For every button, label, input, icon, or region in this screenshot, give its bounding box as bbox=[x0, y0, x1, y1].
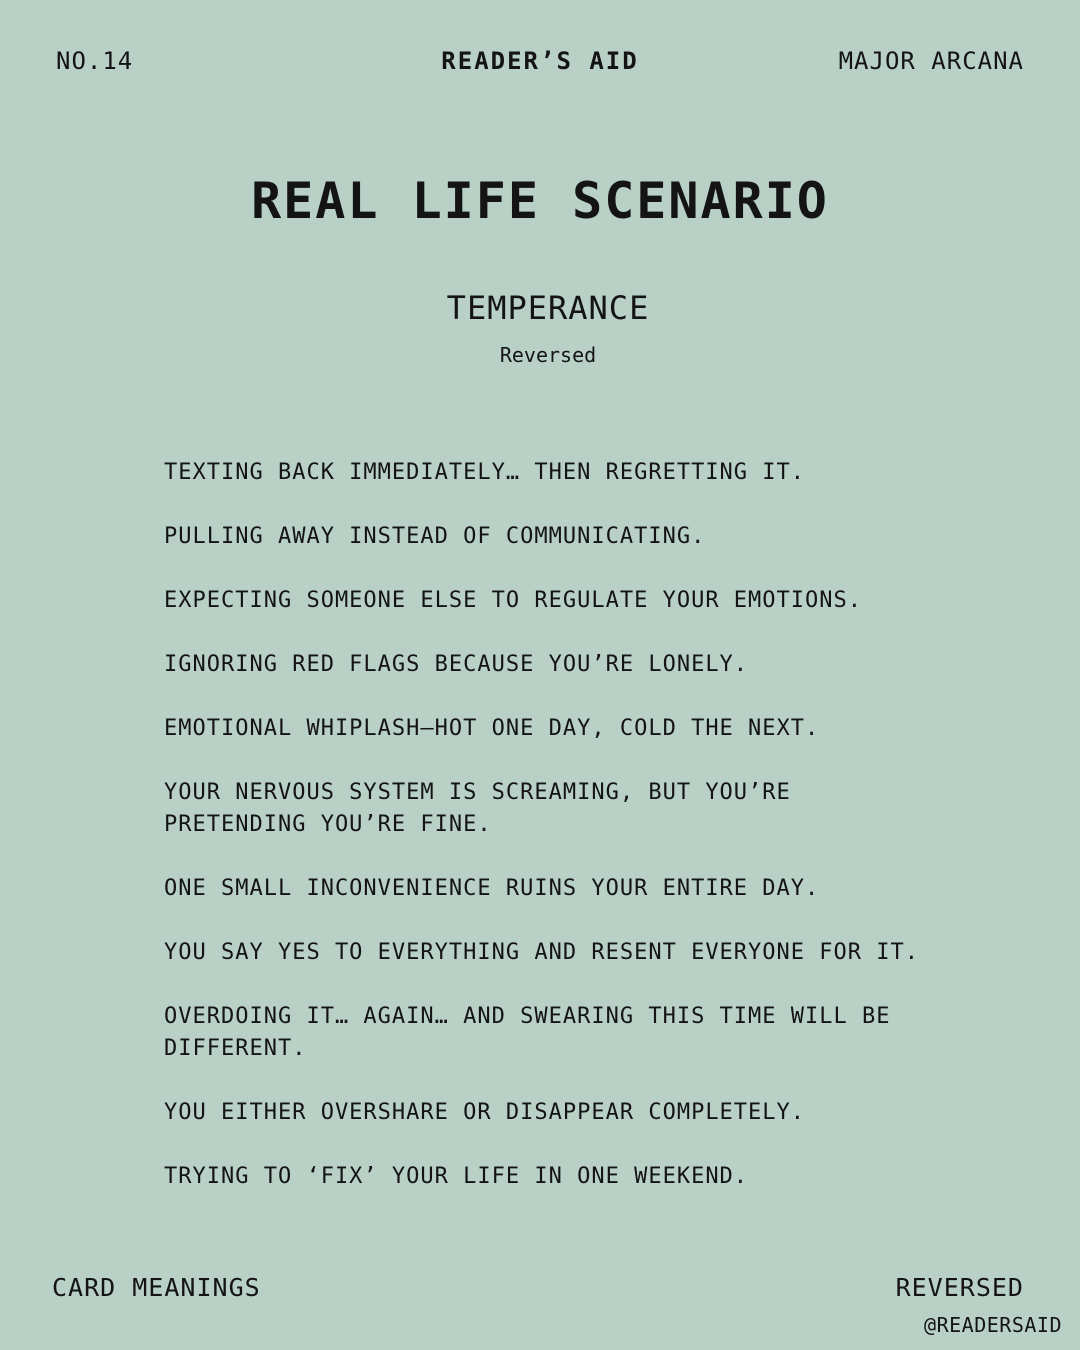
scenario-item: TEXTING BACK IMMEDIATELY… THEN REGRETTING IT. bbox=[164, 460, 806, 485]
scenario-item: IGNORING RED FLAGS BECAUSE YOU’RE LONELY. bbox=[164, 652, 749, 677]
scenario-item: EMOTIONAL WHIPLASH—HOT ONE DAY, COLD THE NEXT. bbox=[164, 716, 820, 741]
scenario-item: EXPECTING SOMEONE ELSE TO REGULATE YOUR EMOTIONS. bbox=[164, 588, 863, 613]
social-handle: @READERSAID bbox=[924, 1313, 1062, 1337]
arcana-category: MAJOR ARCANA bbox=[838, 47, 1024, 75]
footer-section-label: CARD MEANINGS bbox=[52, 1273, 261, 1302]
scenario-item: PULLING AWAY INSTEAD OF COMMUNICATING. bbox=[164, 524, 706, 549]
card-name: TEMPERANCE bbox=[446, 289, 650, 327]
footer-orientation-label: REVERSED bbox=[895, 1273, 1024, 1302]
scenario-item: ONE SMALL INCONVENIENCE RUINS YOUR ENTIRE DAY. bbox=[164, 876, 820, 901]
scenario-list bbox=[164, 457, 924, 1225]
brand-title: READER’S AID bbox=[441, 47, 639, 75]
scenario-item: YOUR NERVOUS SYSTEM IS SCREAMING, BUT YOU’RE PRETENDING YOU’RE FINE. bbox=[164, 780, 791, 837]
scenario-item: YOU SAY YES TO EVERYTHING AND RESENT EVERYONE FOR IT. bbox=[164, 940, 919, 965]
card-number: NO.14 bbox=[56, 47, 134, 75]
scenario-item: OVERDOING IT… AGAIN… AND SWEARING THIS TIME WILL BE DIFFERENT. bbox=[164, 1004, 891, 1061]
top-header bbox=[0, 47, 1080, 79]
card-orientation: Reversed bbox=[499, 343, 597, 367]
page-title: REAL LIFE SCENARIO bbox=[251, 171, 829, 230]
scenario-item: YOU EITHER OVERSHARE OR DISAPPEAR COMPLETELY. bbox=[164, 1100, 806, 1125]
scenario-item: TRYING TO ‘FIX’ YOUR LIFE IN ONE WEEKEND. bbox=[164, 1164, 749, 1189]
